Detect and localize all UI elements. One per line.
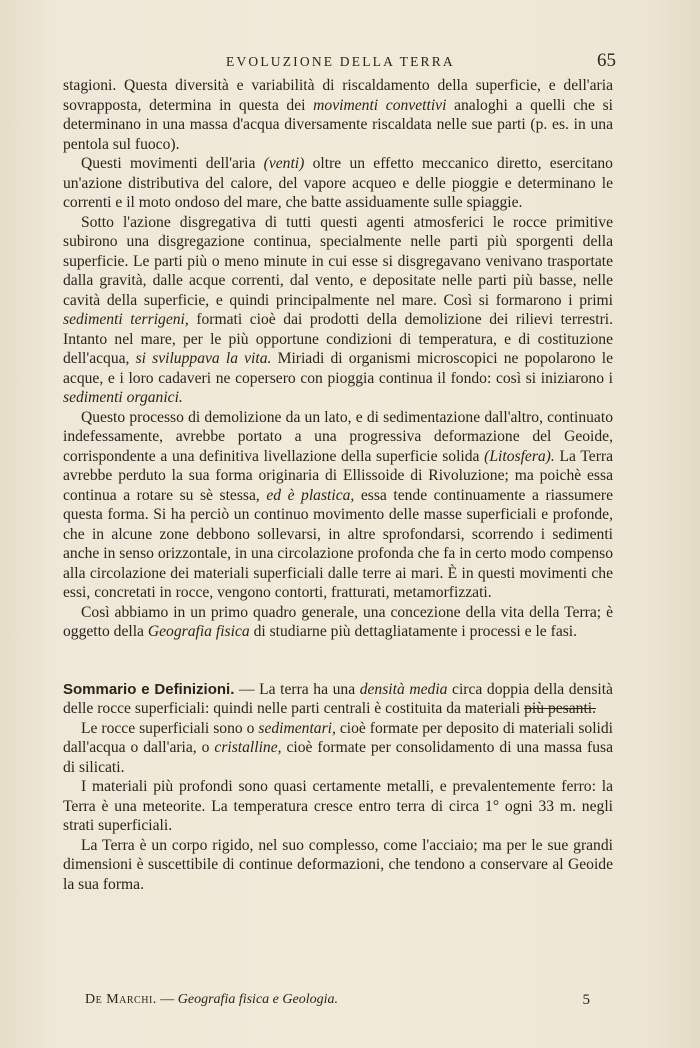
- italic-term: sedimenti organici.: [63, 389, 183, 406]
- text-run: cioè formate per consolidamento di una massa fusa di silicati.: [63, 739, 613, 776]
- italic-term: (venti): [263, 155, 305, 172]
- paragraph-1: [63, 76, 613, 154]
- italic-term: (Litosfera).: [484, 447, 555, 465]
- text-run: Miriadi di organismi microscopici ne popolarono le acque, e i loro cadaveri ne copersero con pioggia continua il fondo: così si iniziarono i: [63, 350, 613, 387]
- footer-author: De Marchi.: [85, 992, 157, 1007]
- text-run: cioè formate per deposito di materiali solidi dall'acqua o dall'aria, o: [63, 719, 613, 756]
- footer-work-title: Geografia fisica e Geologia.: [177, 992, 338, 1007]
- body-text: [63, 76, 613, 894]
- italic-term: densità media: [359, 680, 448, 698]
- signature-mark: 5: [582, 992, 590, 1008]
- page-number: 65: [597, 50, 616, 71]
- italic-term: sedimenti terrigeni,: [63, 311, 189, 328]
- text-run: I materiali più profondi sono quasi certamente metalli, e prevalentemente ferro: la Terra è una meteorite. La temperatura cresce entro terra di circa 1° ogni 33 m. negli strati superficiali.: [63, 778, 613, 834]
- paragraph-3: [63, 213, 613, 408]
- text-run: essa tende continuamente a riassumere questa forma. Si ha perciò un continuo movimento delle masse superficiali e profonde, che in alcune zone debbono sollevarsi, in altre sprofondarsi, scorrendo i sedimenti anche in senso orizzontale, in una circolazione profonda che fa in certo modo compenso alla circolazione dei materiali superficiali dalle terre ai mari. È in questi movimenti che essi, concretati in rocce, vengono contorti, fratturati, metamorfizzati.: [63, 486, 613, 601]
- text-run: stagioni. Questa diversità e variabilità di riscaldamento della superficie, e dell'aria sovrapposta, determina in questa dei: [63, 77, 613, 114]
- page-footer: [85, 992, 590, 1014]
- italic-term: Geografia fisica: [147, 623, 250, 640]
- text-run: Le rocce superficiali sono o: [81, 719, 259, 737]
- text-run: analoghi a quelli che si determinano in una massa d'acqua diversamente riscaldata nelle sue parti (p. es. in una pentola sul fuoco).: [63, 96, 613, 153]
- text-run: Così abbiamo in un primo quadro generale, una concezione della vita della Terra; è oggetto della: [63, 603, 613, 640]
- italic-term: si sviluppava la vita.: [135, 350, 272, 367]
- text-run: formati cioè dai prodotti della demolizione dei rilievi terrestri. Intanto nel mare, per le più opportune condizioni di temperatura, e di costituzione dell'acqua,: [63, 311, 613, 367]
- text-run: Sotto l'azione disgregativa di tutti questi agenti atmosferici le rocce primitive subirono una disgregazione continua, specialmente nelle parti più sporgenti della superficie. Le parti più o meno minute in cui esse si disgregavano venivano trasportate dalla gravità, dalle acque correnti, dal vento, e depositate nelle parti più basse, nelle cavità della superficie, e quindi principalmente nel mare. Così si formarono i primi: [63, 213, 613, 309]
- paragraph-2: [63, 154, 613, 213]
- paragraph-4: [63, 408, 613, 603]
- footer-dash: —: [156, 992, 178, 1007]
- text-run: — La terra ha una: [234, 680, 360, 698]
- text-run: Questo processo di demolizione da un lato, e di sedimentazione dall'altro, continuato indefessamente, avrebbe portato a una progressiva deformazione del Geoide, corrispondente a una definitiva livellazione della superficie solida: [63, 408, 613, 465]
- section-title: Sommario e Definizioni.: [63, 680, 235, 698]
- text-run: oltre un effetto meccanico diretto, esercitano un'azione distributiva del calore, del vapore acqueo e delle pioggie e determinano le correnti e il moto ondoso del mare, che batte assiduamente sulle spiaggie.: [63, 155, 613, 211]
- text-run: La Terra è un corpo rigido, nel suo complesso, come l'acciaio; ma per le sue grandi dimensioni è suscettibile di continue deformazioni, che tendono a conservare al Geoide la sua forma.: [63, 836, 613, 893]
- italic-term: sedimentari,: [258, 719, 336, 737]
- summary-paragraph-3: [63, 777, 613, 836]
- page-header: [226, 50, 616, 74]
- text-run: Questi movimenti dell'aria: [81, 155, 264, 172]
- paragraph-5: [63, 603, 613, 642]
- italic-term: cristalline,: [214, 739, 282, 756]
- italic-term: ed è plastica,: [266, 486, 355, 504]
- text-run: circa doppia della densità delle rocce superficiali: quindi nelle parti centrali è costituita da materiali: [63, 680, 613, 717]
- summary-paragraph-4: [63, 836, 613, 895]
- italic-term: movimenti convettivi: [313, 96, 447, 114]
- summary-paragraph-1: [63, 680, 613, 719]
- text-run: di studiarne più dettagliatamente i processi e le fasi.: [249, 623, 578, 640]
- summary-paragraph-2: [63, 719, 613, 778]
- text-run: La Terra avrebbe perduto la sua forma originaria di Ellissoide di Rivoluzione; ma poichè essa continua a rotare su sè stessa,: [63, 447, 613, 504]
- struck-text: più pesanti.: [524, 700, 597, 717]
- running-title: EVOLUZIONE DELLA TERRA: [226, 54, 455, 69]
